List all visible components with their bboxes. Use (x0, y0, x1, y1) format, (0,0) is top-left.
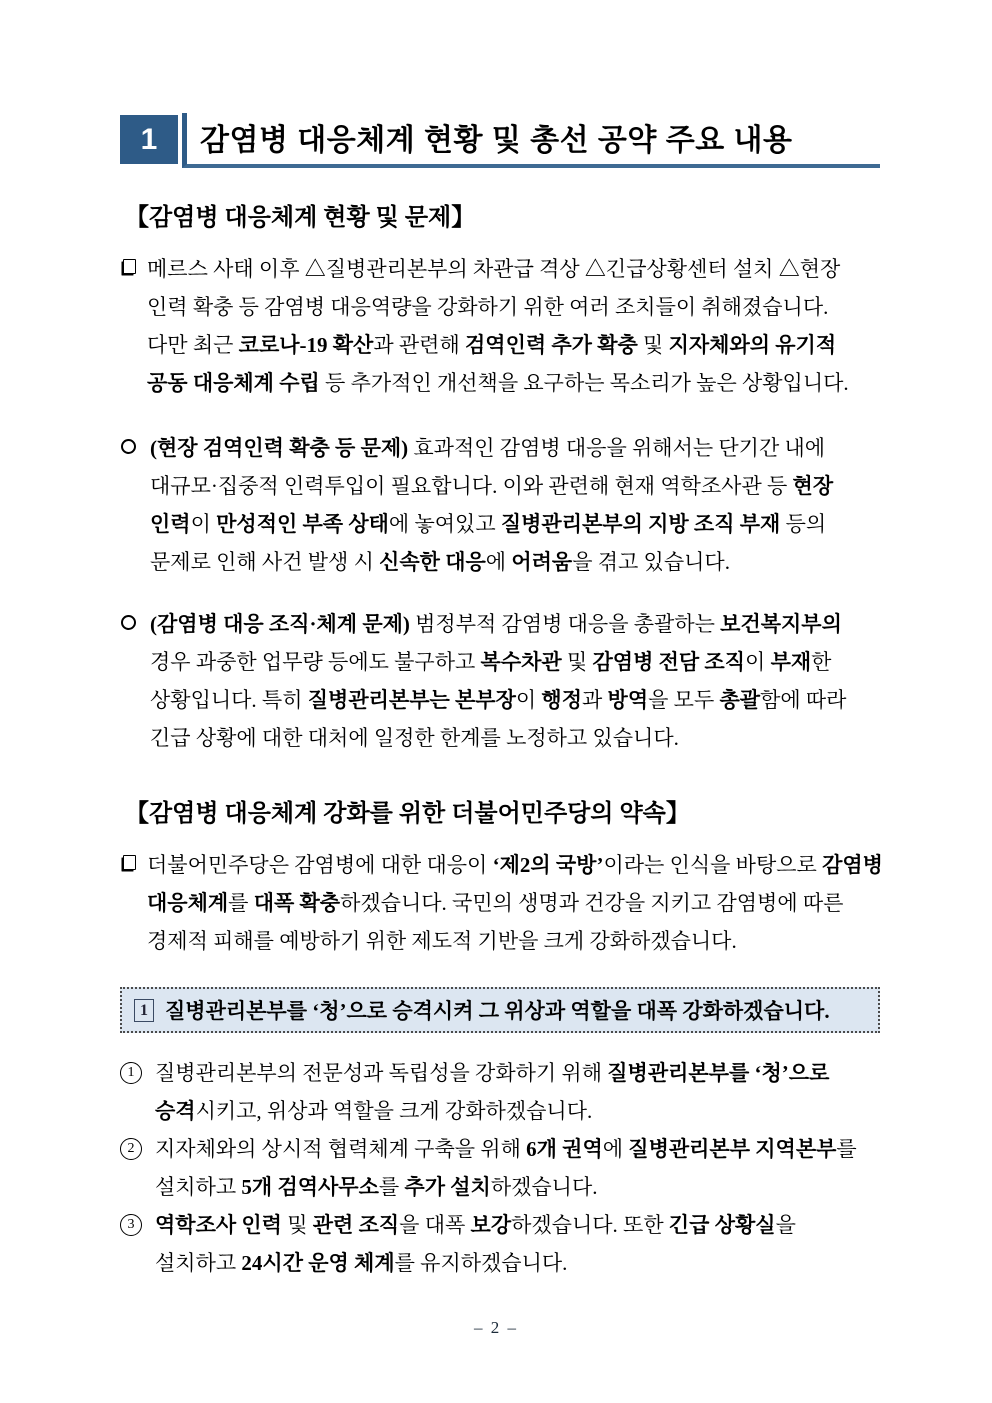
text-run: 를 (836, 1137, 857, 1161)
text-run: 만성적인 부족 상태 (216, 512, 389, 536)
page-number: – 2 – (474, 1318, 518, 1337)
text-run: (감염병 대응 조직·체계 문제) (150, 612, 410, 636)
text-run: 방역 (607, 688, 649, 712)
text-run: 5개 검역사무소 (241, 1175, 379, 1199)
text-line (150, 543, 880, 581)
text-run: 한 (811, 650, 832, 674)
text-line (155, 1054, 880, 1092)
text-run: 24시간 운영 체계 (241, 1251, 395, 1275)
text-run: 및 (561, 650, 593, 674)
numbered-item (120, 1206, 880, 1282)
text-run: 긴급 상황실 (668, 1213, 776, 1237)
text-run: 하겠습니다. 또한 (511, 1213, 669, 1237)
text-run: 코로나-19 확산 (238, 333, 374, 357)
text-run: 행정 (541, 688, 582, 712)
text-run: 보건복지부의 (720, 612, 842, 636)
bulleted-paragraph (120, 605, 880, 757)
text-run: 를 (228, 891, 254, 915)
text-run: 질병관리본부의 지방 조직 부재 (500, 512, 781, 536)
text-run: 등 추가적인 개선책을 요구하는 목소리가 높은 상황입니다. (319, 371, 849, 395)
text-line (150, 681, 880, 719)
text-line (150, 505, 880, 543)
text-run: 을 대폭 (399, 1213, 471, 1237)
section-title: 감염병 대응체계 현황 및 총선 공약 주요 내용 (200, 123, 793, 157)
text-run: ‘제2의 국방’ (492, 853, 604, 877)
document-body (120, 197, 883, 1282)
text-run: 에 (485, 550, 512, 574)
text-run: 승격 (155, 1099, 196, 1123)
text-line (165, 995, 830, 1025)
text-run: 대규모·집중적 인력투입이 필요합니다. 이와 관련해 현재 역학조사관 등 (150, 474, 793, 498)
text-run: 이 (515, 688, 542, 712)
pledge-box (120, 987, 880, 1033)
text-run: 감염병 전담 조직 (592, 650, 746, 674)
text-line (147, 288, 880, 326)
text-run: 인력 (150, 512, 191, 536)
text-run: 질병관리본부의 전문성과 독립성을 강화하기 위해 (155, 1061, 608, 1085)
text-run: 과 관련해 (373, 333, 465, 357)
text-run: 대폭 확충 (253, 891, 341, 915)
section-header (120, 113, 880, 168)
circle-bullet-icon (121, 439, 136, 454)
text-run: 등의 (780, 512, 827, 536)
text-run: 함에 따라 (760, 688, 847, 712)
bulleted-paragraph (120, 846, 883, 960)
text-run: 을 (775, 1213, 796, 1237)
text-run: 하겠습니다. 국민의 생명과 건강을 지키고 감염병에 따른 (340, 891, 844, 915)
text-run: 대응체계 (147, 891, 229, 915)
text-run: 하겠습니다. (490, 1175, 598, 1199)
text-run: 다만 최근 (147, 333, 239, 357)
text-run: 문제로 인해 사건 발생 시 (150, 550, 380, 574)
text-line (147, 922, 880, 960)
text-run: 인력 확충 등 감염병 대응역량을 강화하기 위한 여러 조치들이 취해졌습니다. (147, 295, 829, 319)
text-line (147, 250, 880, 288)
text-run: 질병관리본부는 본부장 (307, 688, 516, 712)
section-number-badge: 1 (120, 115, 178, 164)
text-run: 경우 과중한 업무량 등에도 불구하고 (150, 650, 481, 674)
text-run: 6개 권역 (526, 1137, 603, 1161)
text-run: 질병관리본부를 ‘청’으로 (607, 1061, 830, 1085)
text-line (155, 1206, 880, 1244)
text-run: 복수차관 (480, 650, 562, 674)
text-line (155, 1130, 880, 1168)
text-run: 현장 (792, 474, 834, 498)
circled-number-icon: 1 (120, 1062, 142, 1084)
section-heading: 【감염병 대응체계 현황 및 문제】 (125, 205, 476, 231)
text-run: 를 (378, 1175, 405, 1199)
text-run: 및 (281, 1213, 313, 1237)
text-line (155, 1244, 880, 1282)
text-line (150, 429, 880, 467)
text-run: 를 유지하겠습니다. (394, 1251, 568, 1275)
square-bullet-icon (123, 259, 136, 274)
pledge-text (165, 995, 830, 1025)
text-line (147, 884, 880, 922)
text-run: 보강 (470, 1213, 512, 1237)
boxed-number-icon: 1 (134, 999, 154, 1022)
text-run: 관련 조직 (312, 1213, 400, 1237)
text-run: 더불어민주당은 감염병에 대한 대응이 (147, 853, 493, 877)
text-run: 공동 대응체계 수립 (147, 371, 320, 395)
text-run: 감염병 (822, 853, 883, 877)
text-run: 효과적인 감염병 대응을 위해서는 단기간 내에 (408, 436, 826, 460)
text-line (150, 605, 880, 643)
text-run: 설치하고 (155, 1251, 242, 1275)
text-run: 이 (190, 512, 217, 536)
text-line (147, 364, 880, 402)
text-line (150, 719, 880, 757)
text-run: 범정부적 감염병 대응을 총괄하는 (409, 612, 721, 636)
text-line (150, 467, 880, 505)
text-line (147, 846, 883, 884)
text-line (150, 643, 880, 681)
text-run: 검역인력 추가 확충 (465, 333, 638, 357)
text-run: 설치하고 (155, 1175, 242, 1199)
text-run: 상황입니다. 특히 (150, 688, 308, 712)
text-run: 지자체와의 상시적 협력체계 구축을 위해 (155, 1137, 527, 1161)
text-run: 질병관리본부 지역본부 (628, 1137, 837, 1161)
text-run: 신속한 대응 (379, 550, 486, 574)
text-run: 메르스 사태 이후 △질병관리본부의 차관급 격상 △긴급상황센터 설치 △현장 (147, 257, 841, 281)
text-run: 지자체와의 유기적 (668, 333, 837, 357)
text-line (147, 326, 880, 364)
text-run: 부재 (770, 650, 812, 674)
bulleted-paragraph (120, 250, 880, 402)
text-run: 추가 설치 (404, 1175, 491, 1199)
circled-number-icon: 2 (120, 1138, 142, 1160)
section-heading: 【감염병 대응체계 강화를 위한 더불어민주당의 약속】 (125, 801, 690, 827)
numbered-item (120, 1130, 880, 1206)
text-run: 시키고, 위상과 역할을 크게 강화하겠습니다. (195, 1099, 593, 1123)
text-run: 에 (602, 1137, 629, 1161)
text-run: 이라는 인식을 바탕으로 (603, 853, 823, 877)
bulleted-paragraph (120, 429, 880, 581)
section-title-underline (182, 113, 880, 168)
text-run: 긴급 상황에 대한 대처에 일정한 한계를 노정하고 있습니다. (150, 726, 679, 750)
text-run: 총괄 (719, 688, 761, 712)
text-run: 이 (745, 650, 771, 674)
text-run: 을 모두 (648, 688, 720, 712)
text-run: 및 (637, 333, 669, 357)
text-run: 역학조사 인력 (155, 1213, 282, 1237)
text-run: 과 (582, 688, 608, 712)
square-bullet-icon (123, 855, 136, 870)
text-run: (현장 검역인력 확충 등 문제) (150, 436, 409, 460)
text-line (155, 1168, 880, 1206)
circled-number-icon: 3 (120, 1214, 142, 1236)
circle-bullet-icon (121, 615, 136, 630)
text-run: 어려움 (511, 550, 573, 574)
text-line (155, 1092, 880, 1130)
numbered-item (120, 1054, 880, 1130)
text-run: 질병관리본부를 ‘청’으로 승격시켜 그 위상과 역할을 대폭 강화하겠습니다. (165, 999, 830, 1023)
text-run: 경제적 피해를 예방하기 위한 제도적 기반을 크게 강화하겠습니다. (147, 929, 737, 953)
text-run: 을 겪고 있습니다. (572, 550, 730, 574)
text-run: 에 놓여있고 (388, 512, 501, 536)
